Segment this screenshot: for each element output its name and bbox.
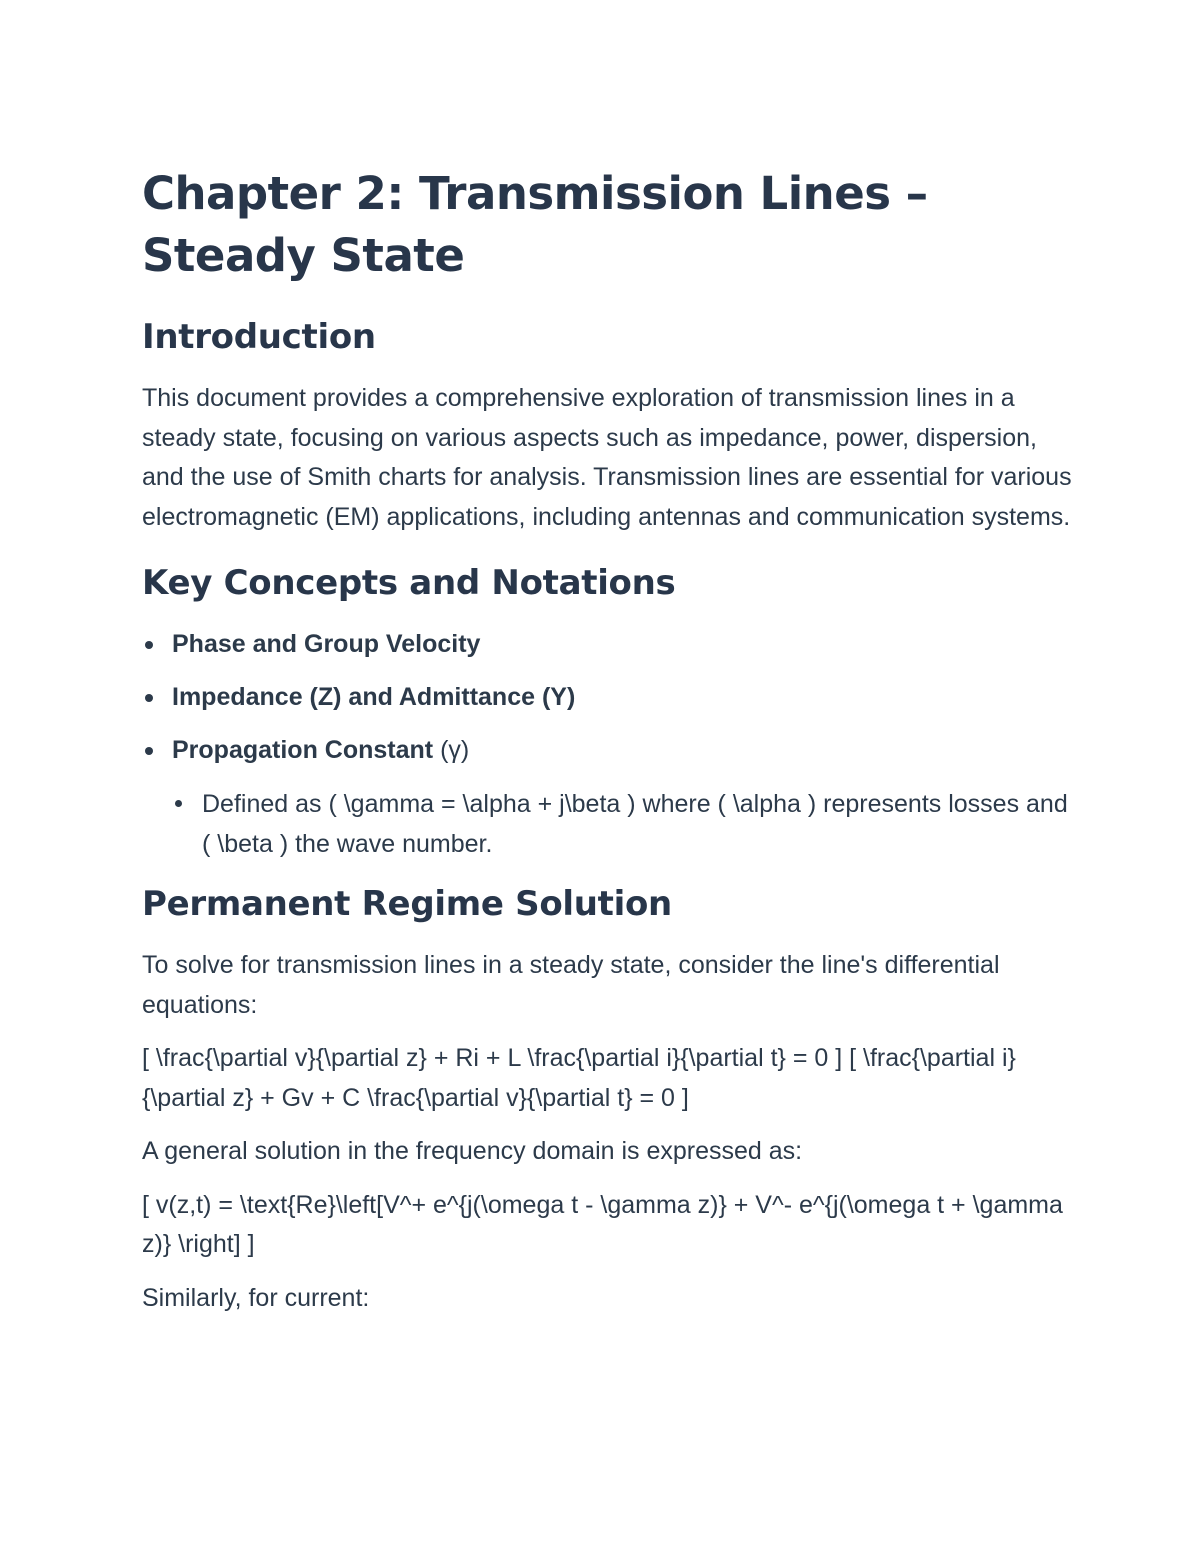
sub-list-item: Defined as ( \gamma = \alpha + j\beta ) where ( \alpha ) represents losses and ( \beta ) the wave number. — [172, 784, 1072, 864]
current-intro-text: Similarly, for current: — [142, 1283, 370, 1312]
list-item-label: Impedance (Z) and Admittance (Y) — [172, 683, 576, 711]
key-concepts-heading: Key Concepts and Notations — [142, 563, 676, 603]
general-solution-text: A general solution in the frequency domain is expressed as: — [142, 1137, 803, 1165]
page-title: Chapter 2: Transmission Lines – Steady State — [142, 167, 928, 282]
list-item-label: Phase and Group Velocity — [172, 630, 481, 658]
list-item — [142, 678, 1072, 717]
introduction-paragraph: This document provides a comprehensive exploration of transmission lines in a steady state, focusing on various aspects such as impedance, power, dispersion, and the use of Smith charts for analysis. Transmission lines are essential for various electromagnetic (EM) applications, including antennas and communication systems. — [142, 384, 1072, 531]
introduction-heading: Introduction — [142, 317, 376, 357]
gamma-symbol: (γ) — [440, 736, 470, 764]
permanent-regime-heading: Permanent Regime Solution — [142, 884, 672, 924]
sub-list — [172, 784, 1072, 864]
differential-equations: [ \frac{\partial v}{\partial z} + Ri + L \frac{\partial i}{\partial t} = 0 ] [ \frac{\partial i}{\partial z} + Gv + C \frac{\partial v}{\partial t} = 0 ] — [142, 1044, 1016, 1112]
list-item — [142, 625, 1072, 664]
key-concepts-list — [142, 625, 1072, 864]
document-page — [142, 163, 1072, 1318]
list-item-label: Propagation Constant — [172, 736, 434, 764]
permanent-regime-intro: To solve for transmission lines in a steady state, consider the line's differential equations: — [142, 951, 1000, 1019]
voltage-solution-equation: [ v(z,t) = \text{Re}\left[V^+ e^{j(\omega t - \gamma z)} + V^- e^{j(\omega t + \gamma z)} \right] ] — [142, 1190, 1063, 1258]
list-item — [142, 731, 1072, 864]
